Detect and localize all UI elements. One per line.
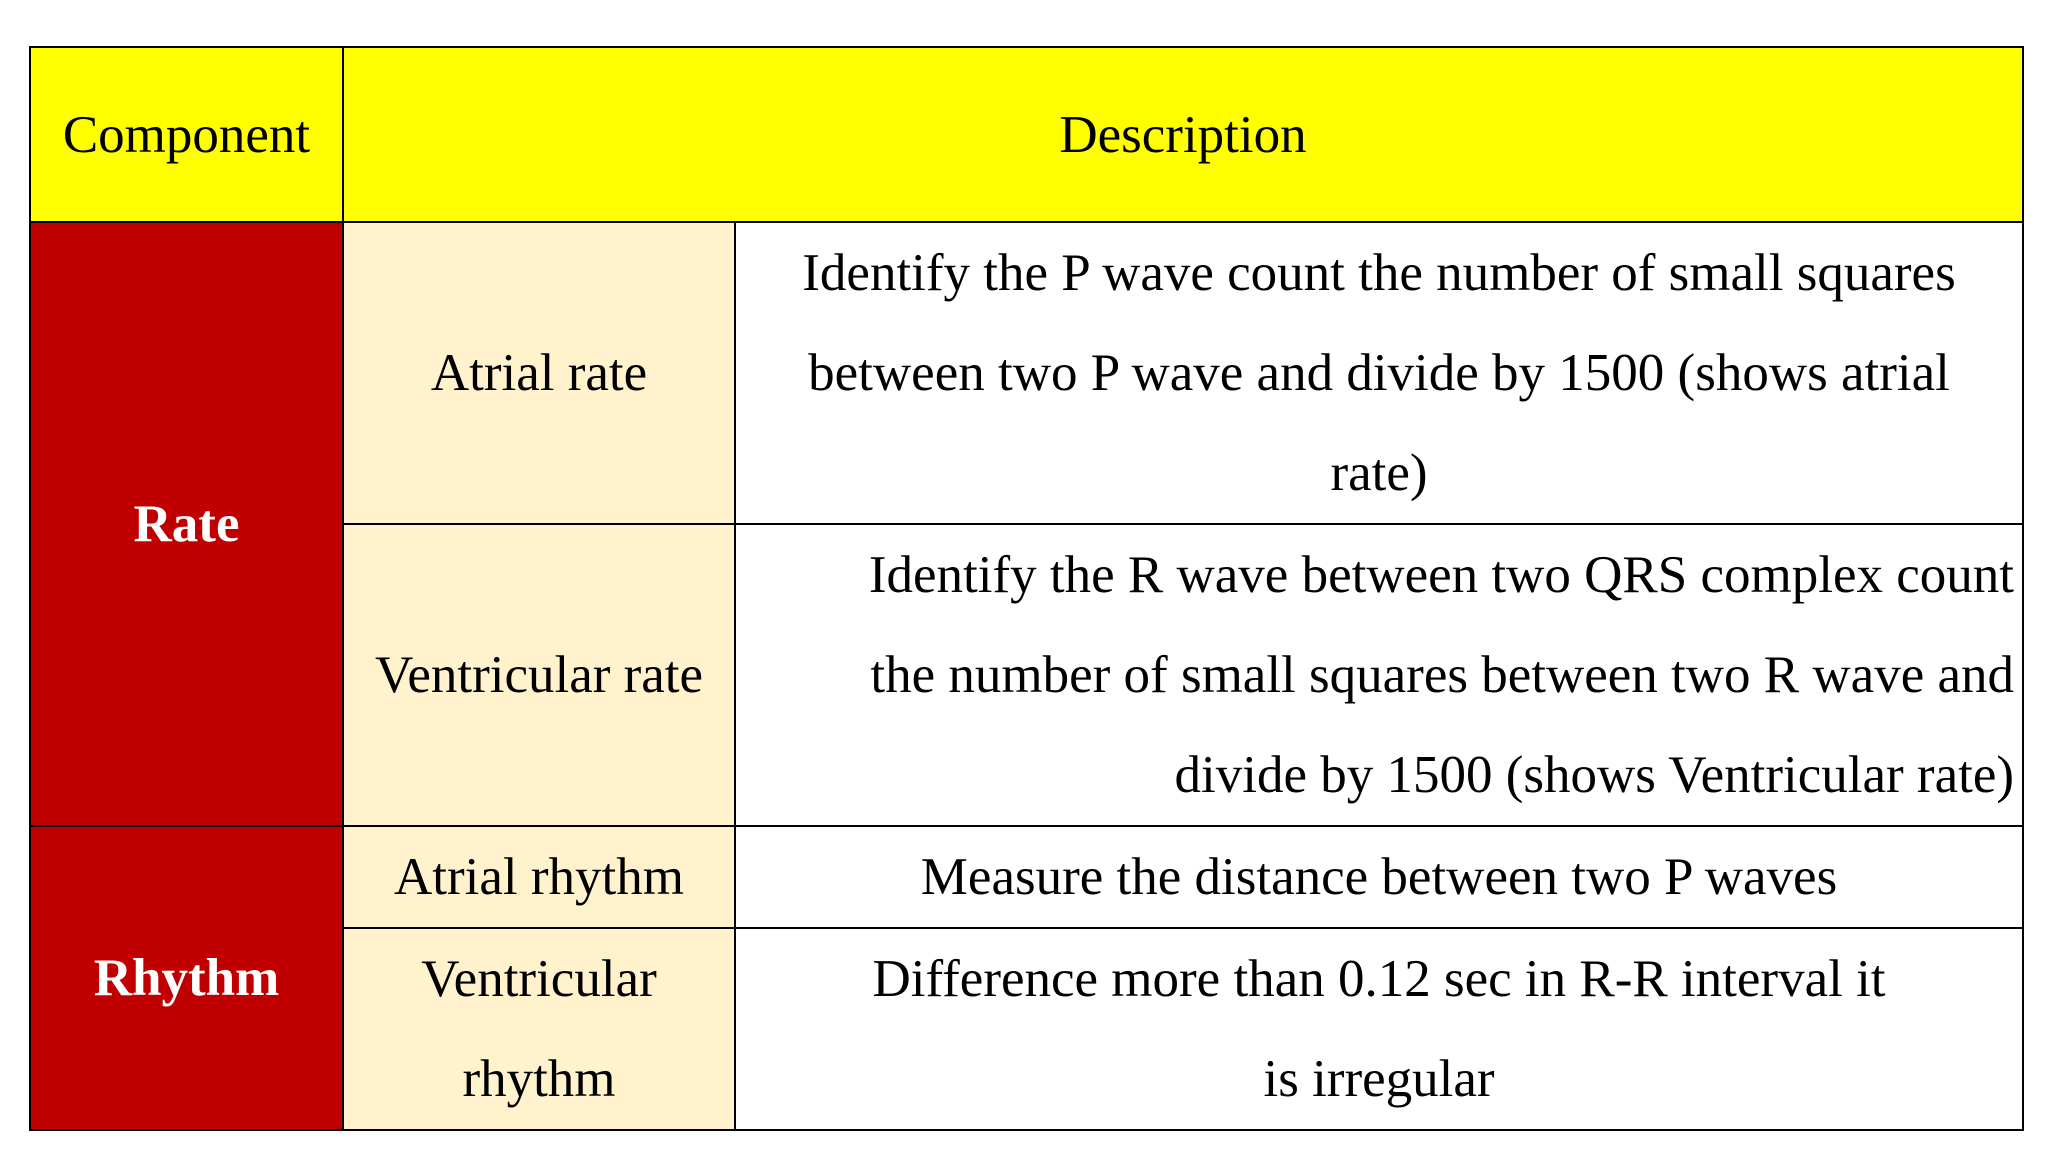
header-row (30, 47, 2023, 222)
group-cell-rhythm: Rhythm (30, 826, 343, 1130)
table-row (30, 222, 2023, 524)
sub-cell-ventricular-rhythm: Ventricular rhythm (343, 928, 735, 1130)
description-atrial-rhythm: Measure the distance between two P waves (735, 826, 2023, 928)
sub-cell-ventricular-rate: Ventricular rate (343, 524, 735, 826)
description-ventricular-rate: Identify the R wave between two QRS complex count the number of small squares between two R wave and divide by 1500 (shows Ventricular rate) (735, 524, 2023, 826)
header-description: Description (343, 47, 2023, 222)
table-row (30, 826, 2023, 928)
ecg-components-table (29, 46, 2024, 1131)
description-ventricular-rhythm: Difference more than 0.12 sec in R-R interval it is irregular (735, 928, 2023, 1130)
sub-cell-atrial-rhythm: Atrial rhythm (343, 826, 735, 928)
group-cell-rate: Rate (30, 222, 343, 826)
sub-cell-atrial-rate: Atrial rate (343, 222, 735, 524)
description-atrial-rate: Identify the P wave count the number of small squares between two P wave and divide by 1500 (shows atrial rate) (735, 222, 2023, 524)
header-component: Component (30, 47, 343, 222)
